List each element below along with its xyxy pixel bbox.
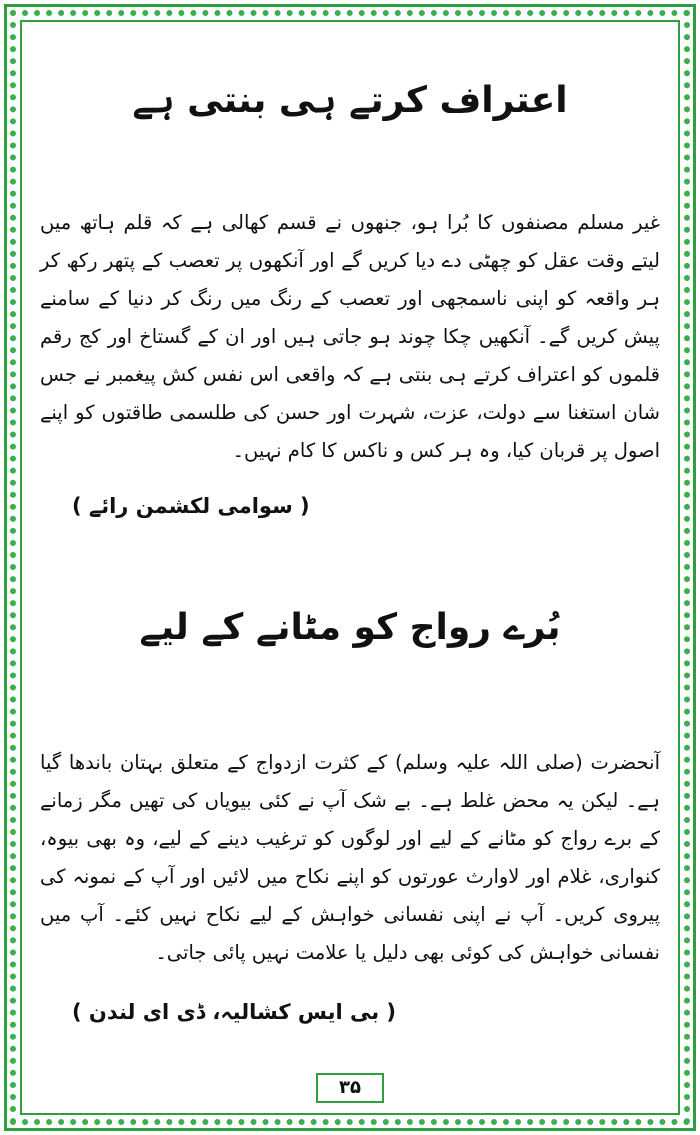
section2-paragraph: آنحضرت (صلی اللہ علیہ وسلم) کے کثرت ازدواج کے متعلق بہتان باندھا گیا ہے۔ لیکن یہ محض غلط ہے۔ بے شک آپ نے کئی بیویاں کی تھیں مگر زمانے کے برے رواج کو مٹانے کے لیے اور لوگوں کو ترغیب دینے کے لیے، وہ بھی بیوہ، کنواری، غلام اور لاوارث عورتوں کو اپنے نکاح میں لائیں اور آپ کے نمونہ کی پیروی کریں۔ آپ نے اپنی نفسانی خواہش کے لیے نکاح نہیں کئے۔ آپ میں نفسانی خواہش کی کوئی بھی دلیل یا علامت نہیں پائی جاتی۔ [40, 751, 660, 964]
section1-heading: اعتراف کرتے ہی بنتی ہے [132, 80, 568, 121]
section1-credit: ( سوامی لکشمن رائے ) [72, 494, 310, 518]
page-content [32, 32, 668, 1103]
section2-credit: ( بی ایس کشالیہ، ڈی ای لندن ) [72, 1000, 397, 1024]
section1-paragraph: غیر مسلم مصنفوں کا بُرا ہو، جنھوں نے قسم کھالی ہے کہ قلم ہاتھ میں لیتے وقت عقل کو چھٹی دے دیا کریں گے اور آنکھوں پر تعصب کے پتھر رکھ کر ہر واقعہ کو اپنی ناسمجھی اور تعصب کے رنگ میں رنگ کر دنیا کے سامنے پیش کریں گے۔ آنکھیں چکا چوند ہو جاتی ہیں اور ان کے گستاخ اور کج رقم قلموں کو اعتراف کرتے ہی بنتی ہے کہ واقعی اس نفس کش پیغمبر نے جس شان استغنا سے دولت، عزت، شہرت اور حسن کی طلسمی طاقتوں کو اپنے اصول پر قربان کیا، وہ ہر کس و ناکس کا کام نہیں۔ [40, 211, 660, 462]
section2-heading: بُرے رواج کو مٹانے کے لیے [139, 607, 561, 648]
page-number: ۳۵ [316, 1073, 384, 1103]
